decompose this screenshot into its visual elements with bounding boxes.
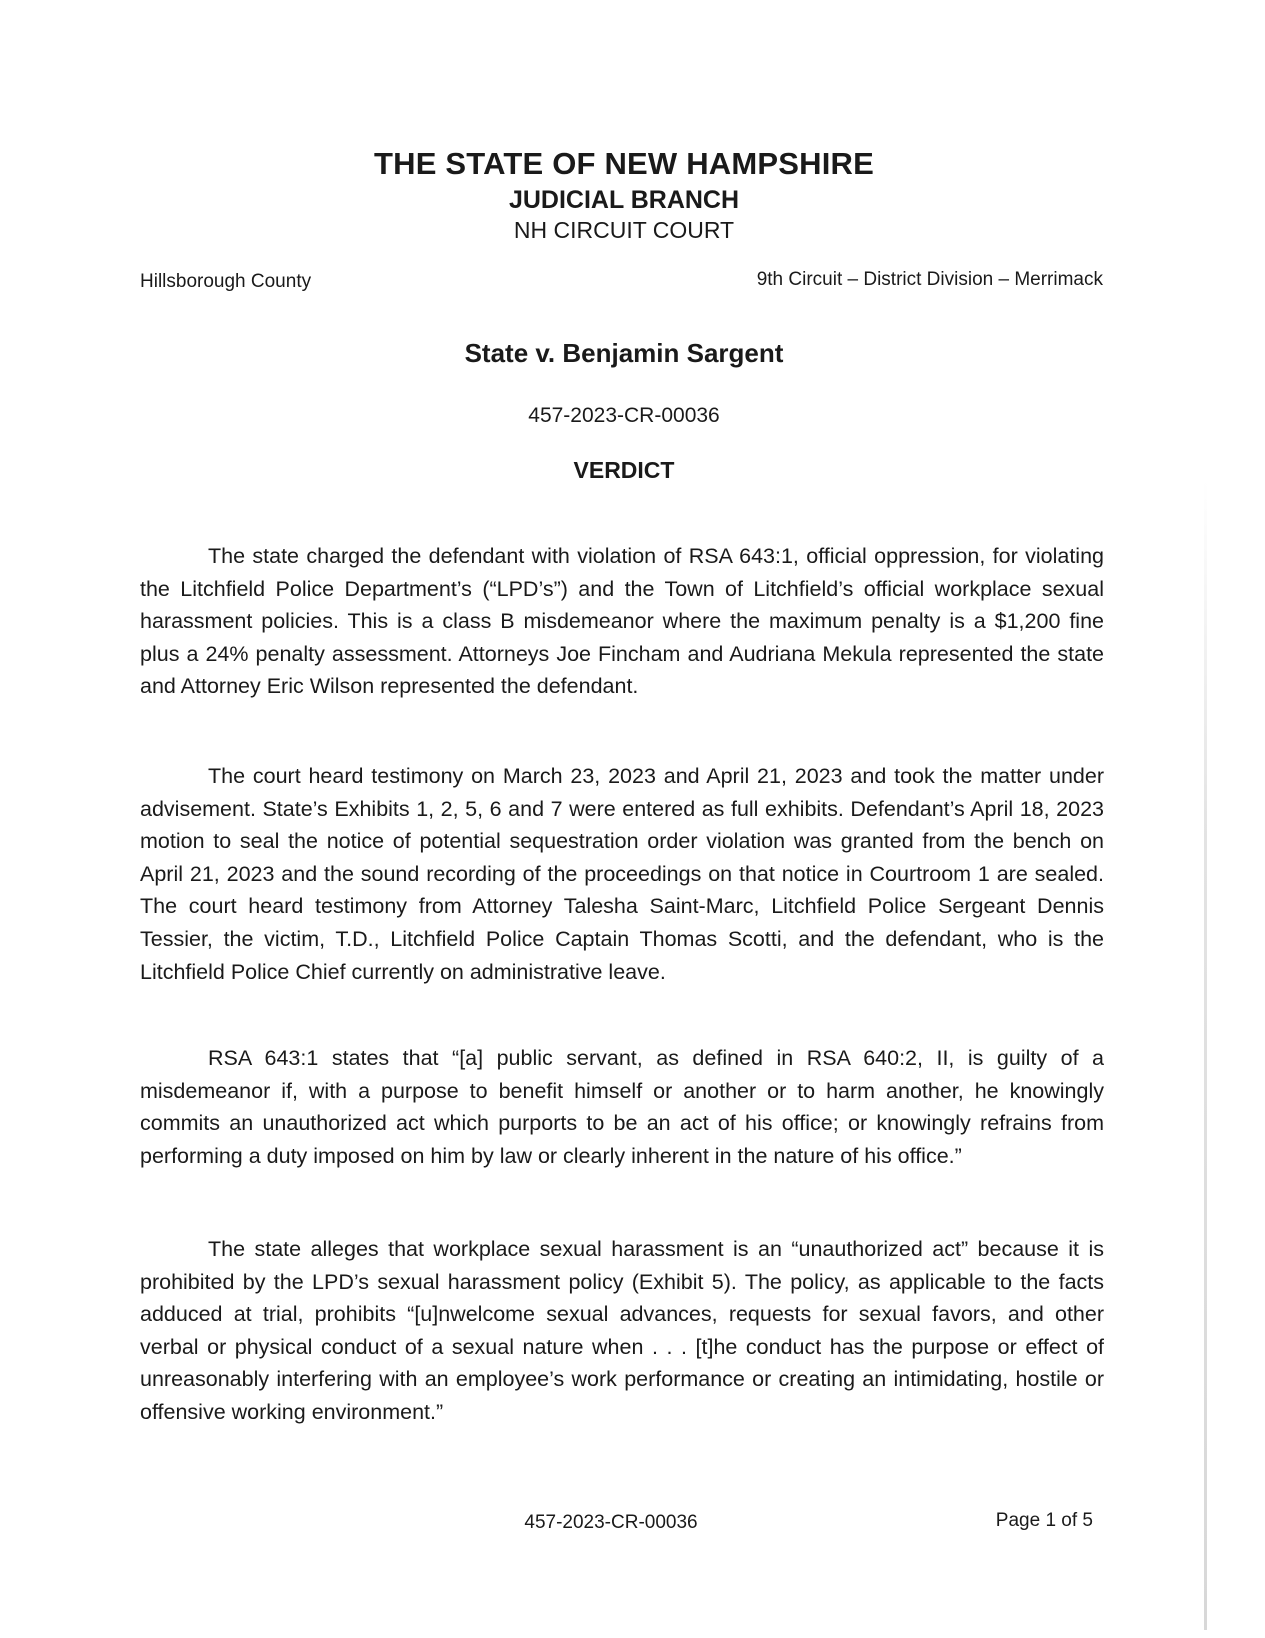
scan-edge-shadow: [1204, 480, 1207, 1630]
paragraph-charge: [140, 540, 1104, 703]
paragraph-testimony: [140, 760, 1104, 988]
paragraph-charge-text: The state charged the defendant with violation of RSA 643:1, official oppression, for violating the Litchfield Police Department’s (“LPD’s”) and the Town of Litchfield’s official workplace sexual harassment policies. This is a class B misdemeanor where the maximum penalty is a $1,200 fine plus a 24% penalty assessment. Attorneys Joe Fincham and Audriana Mekula represented the state and Attorney Eric Wilson represented the defendant.: [140, 544, 1104, 699]
circuit-label: 9th Circuit – District Division – Merrimack: [756, 269, 1103, 290]
case-title: State v. Benjamin Sargent: [464, 338, 784, 368]
paragraph-statute: [140, 1042, 1104, 1172]
docket-number: 457-2023-CR-00036: [528, 404, 720, 427]
footer-docket: 457-2023-CR-00036: [524, 1512, 698, 1533]
paragraph-allegation-text: The state alleges that workplace sexual harassment is an “unauthorized act” because it is prohibited by the LPD’s sexual harassment policy (Exhibit 5). The policy, as applicable to the facts adduced at trial, prohibits “[u]nwelcome sexual advances, requests for sexual favors, and other verbal or physical conduct of a sexual nature when . . . [t]he conduct has the purpose or effect of unreasonably interfering with an employee’s work performance or creating an intimidating, hostile or offensive working environment.”: [140, 1237, 1104, 1424]
paragraph-allegation: [140, 1233, 1104, 1429]
county-label: Hillsborough County: [140, 271, 312, 292]
state-title: THE STATE OF NEW HAMPSHIRE: [373, 146, 875, 181]
court-title: NH CIRCUIT COURT: [513, 217, 735, 243]
paragraph-statute-text: RSA 643:1 states that “[a] public servant, as defined in RSA 640:2, II, is guilty of a misdemeanor if, with a purpose to benefit himself or another or to harm another, he knowingly commits an unauthorized act which purports to be an act of his office; or knowingly refrains from performing a duty imposed on him by law or clearly inherent in the nature of his office.”: [140, 1046, 1104, 1168]
paragraph-testimony-text: The court heard testimony on March 23, 2023 and April 21, 2023 and took the matter under advisement. State’s Exhibits 1, 2, 5, 6 and 7 were entered as full exhibits. Defendant’s April 18, 2023 motion to seal the notice of potential sequestration order violation was granted from the bench on April 21, 2023 and the sound recording of the proceedings on that notice in Courtroom 1 are sealed. The court heard testimony from Attorney Talesha Saint-Marc, Litchfield Police Sergeant Dennis Tessier, the victim, T.D., Litchfield Police Captain Thomas Scotti, and the defendant, who is the Litchfield Police Chief currently on administrative leave.: [140, 764, 1104, 984]
branch-title: JUDICIAL BRANCH: [508, 186, 740, 214]
footer-page-number: Page 1 of 5: [995, 1510, 1093, 1531]
verdict-heading: VERDICT: [573, 457, 675, 483]
